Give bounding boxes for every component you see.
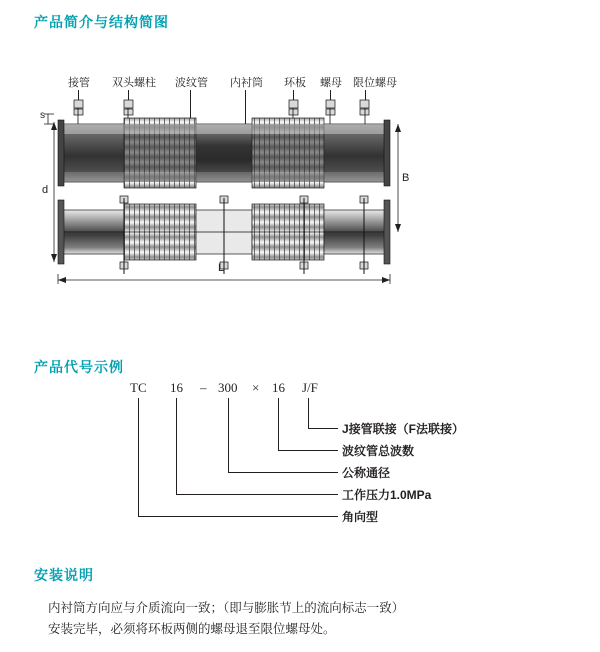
product-code-diagram [100,380,520,540]
code-leader-1 [278,398,279,450]
code-token-4: × [252,380,260,395]
structure-diagram [40,62,470,292]
callout-label-0: 接管 [68,77,90,89]
install-note-line-1: 安装完毕，必须将环板两侧的螺母退至限位螺母处。 [48,622,336,636]
section-title-install: 安装说明 [34,567,94,583]
callout-label-3: 内衬筒 [230,77,263,89]
code-token-5: 16 [272,380,285,395]
code-token-1: 16 [170,380,183,395]
callout-label-4: 环板 [284,77,306,89]
dimension-label-B: B [402,172,410,184]
dimension-label-L: L [218,262,225,274]
callout-label-2: 波纹管 [175,77,208,89]
code-token-6: J/F [302,380,318,395]
code-token-3: 300 [218,380,238,395]
section-title-structure: 产品简介与结构简图 [34,14,169,30]
code-description-4: 角向型 [342,510,379,524]
code-description-2: 公称通径 [342,466,391,480]
code-connector-3 [176,494,338,495]
install-note-line-0: 内衬筒方向应与介质流向一致；（即与膨胀节上的流向标志一致） [48,601,405,615]
dimension-label-d: d [42,184,49,196]
code-connector-2 [228,472,338,473]
code-token-2: – [200,380,207,395]
section-title-code: 产品代号示例 [34,359,124,375]
code-description-1: 波纹管总波数 [342,444,415,458]
code-description-0: J接管联接（F法联接） [342,422,465,436]
code-token-0: TC [130,380,147,395]
code-description-3: 工作压力1.0MPa [342,488,432,502]
dimension-label-s: s [40,110,45,121]
callout-label-1: 双头螺柱 [112,77,156,89]
code-connector-1 [278,450,338,451]
code-connector-4 [138,516,338,517]
callout-label-5: 螺母 [320,77,342,89]
code-leader-0 [308,398,309,428]
install-notes [48,598,568,640]
code-leader-3 [176,398,177,494]
code-connector-0 [308,428,338,429]
callout-label-6: 限位螺母 [353,77,397,89]
code-leader-2 [228,398,229,472]
code-leader-4 [138,398,139,516]
